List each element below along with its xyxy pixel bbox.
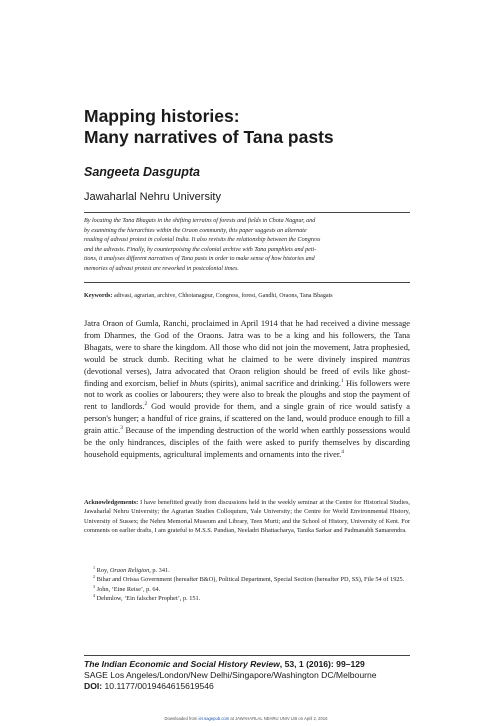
- footnote: [84, 566, 410, 575]
- footnote-text: Roy,: [96, 567, 110, 574]
- acknowledgements: [84, 498, 410, 536]
- footnote-number: 1: [93, 564, 96, 570]
- footnote-text: , p. 341.: [149, 567, 170, 574]
- footnote-text: John, ‘Eine Reise’, p. 64.: [96, 585, 161, 593]
- body-text-run: God would provide for them, and a single grain of rice would satisfy a person's hunger; a handful of rice grains, if scattered on the land, would produce enough to fill a grain attic.: [84, 402, 410, 436]
- footnote-marker[interactable]: 1: [341, 377, 344, 384]
- publisher-line: SAGE Los Angeles/London/New Delhi/Singapore/Washington DC/Melbourne: [84, 669, 377, 680]
- keywords-text: adivasi, agrarian, archive, Chhotanagpur, Congress, forest, Gandhi, Oraons, Tana Bhagats: [113, 293, 333, 299]
- footnote: [84, 585, 410, 594]
- footnote-number: 4: [93, 592, 96, 598]
- journal-citation: [84, 659, 424, 670]
- body-text-run: Jatra Oraon of Gumla, Ranchi, proclaimed in April 1914 that he had received a divine message from Dharmes, the God of the Oraons. Jatra was to be a king and his followers, the Tana Bhagats, were to share the kingdom. All those who did not join the movement, Jatra prophesied, would be struck dumb. Reciting what he claimed to be were divinely inspired: [84, 319, 410, 364]
- title-line-1: Mapping histories:: [84, 106, 240, 126]
- footnote-italic: Oraon Religion: [109, 567, 150, 574]
- acknowledgements-text: I have benefitted greatly from discussions held in the weekly seminar at the Centre for Historical Studies, Jawaharlal Nehru University; the Agrarian Studies Colloquium, Yale University; the Centre for World Environmental History, University of Sussex; the Nehru Memorial Museum and Library, Teen Murti; and the School of History, University of Kent. For comments on earlier drafts, I am grateful to M.S.S. Pandian, Neeladri Bhattacharya, Tanika Sarkar and Padmanabh Samarendra.: [84, 499, 410, 535]
- journal-footer: [84, 659, 424, 691]
- footnote-number: 3: [93, 583, 96, 589]
- abstract-line: tions, it analyses different narratives of Tana pasts in order to make sense of how histories and: [84, 256, 315, 262]
- footnote: [84, 575, 410, 584]
- download-suffix: at JAWAHARLAL NEHRU UNIV LIB on April 2, 2016: [229, 716, 328, 721]
- download-site-link[interactable]: ier.sagepub.com: [198, 716, 230, 721]
- body-italic-term: mantras: [382, 354, 410, 364]
- body-paragraph: [84, 318, 410, 461]
- footnote-marker[interactable]: 4: [341, 449, 344, 456]
- footnote-text: Dehmlow, ‘Ein falscher Prophet’, p. 151.: [96, 594, 201, 602]
- footnote-marker[interactable]: 3: [120, 425, 123, 432]
- doi-label: DOI:: [84, 680, 103, 691]
- footer-rule: [84, 655, 410, 656]
- abstract-line: By locating the Tana Bhagats in the shifting terrains of forests and fields in Chota Nagpur, and: [84, 218, 316, 224]
- body-italic-term: bhuts: [189, 378, 208, 388]
- body-text: [84, 318, 410, 461]
- abstract-line: reading of adivasi protest in colonial India. It also revisits the relationship between the Congress: [84, 237, 321, 243]
- footnote-text: Bihar and Orissa Government (hereafter B&O), Political Department, Special Section (hereafter PD, SS), File 54 of 1925.: [96, 576, 405, 584]
- abstract-line: by examining the hierarchies within the Oraon community, this paper suggests an alternate: [84, 227, 307, 234]
- acknowledgements-label: Acknowledgements:: [84, 499, 139, 506]
- article-title: [84, 106, 424, 148]
- journal-name: The Indian Economic and Social History Review: [84, 659, 280, 669]
- download-notice: [0, 716, 492, 721]
- footnotes: [84, 566, 410, 603]
- footnote-number: 2: [93, 574, 96, 580]
- abstract-top-rule: [84, 212, 410, 213]
- download-prefix: Downloaded from: [164, 716, 199, 721]
- footnote-marker[interactable]: 2: [144, 401, 148, 408]
- author-affiliation: Jawaharlal Nehru University: [84, 191, 221, 203]
- abstract-line: and the adivasis. Finally, by counterpoising the colonial archive with Tana pamphlets and peti-: [84, 246, 317, 253]
- abstract: [84, 217, 410, 274]
- doi-value[interactable]: 10.1177/0019464615619546: [102, 680, 214, 691]
- keywords: [84, 292, 410, 301]
- journal-volume: , 53, 1 (2016): 99–129: [279, 659, 365, 669]
- body-text-run: (devotional verses), Jatra advocated that Oraon religion should be freed of evils like ghost-finding and exorcism, belief in: [84, 366, 410, 388]
- doi-line: [84, 681, 424, 692]
- abstract-line: memories of adivasi protest are reworked in postcolonial times.: [84, 265, 239, 272]
- footnote: [84, 594, 410, 603]
- body-text-run: Because of the impending destruction of the world when earthly possessions would be the only hindrances, disciples of the faith were asked to purify themselves by discarding household equipments, agricultural implements and ornaments into the river.: [84, 426, 410, 459]
- keywords-label: Keywords:: [84, 293, 113, 299]
- author-name: Sangeeta Dasgupta: [84, 165, 201, 179]
- abstract-bottom-rule: [84, 282, 410, 283]
- body-text-run: His followers were not to work as coolies or labourers; they were also to break the ploughs and stop the payment of rent to landlords.: [84, 378, 410, 412]
- body-text-run: (spirits), animal sacrifice and drinking.: [207, 378, 342, 388]
- title-line-2: Many narratives of Tana pasts: [84, 127, 334, 147]
